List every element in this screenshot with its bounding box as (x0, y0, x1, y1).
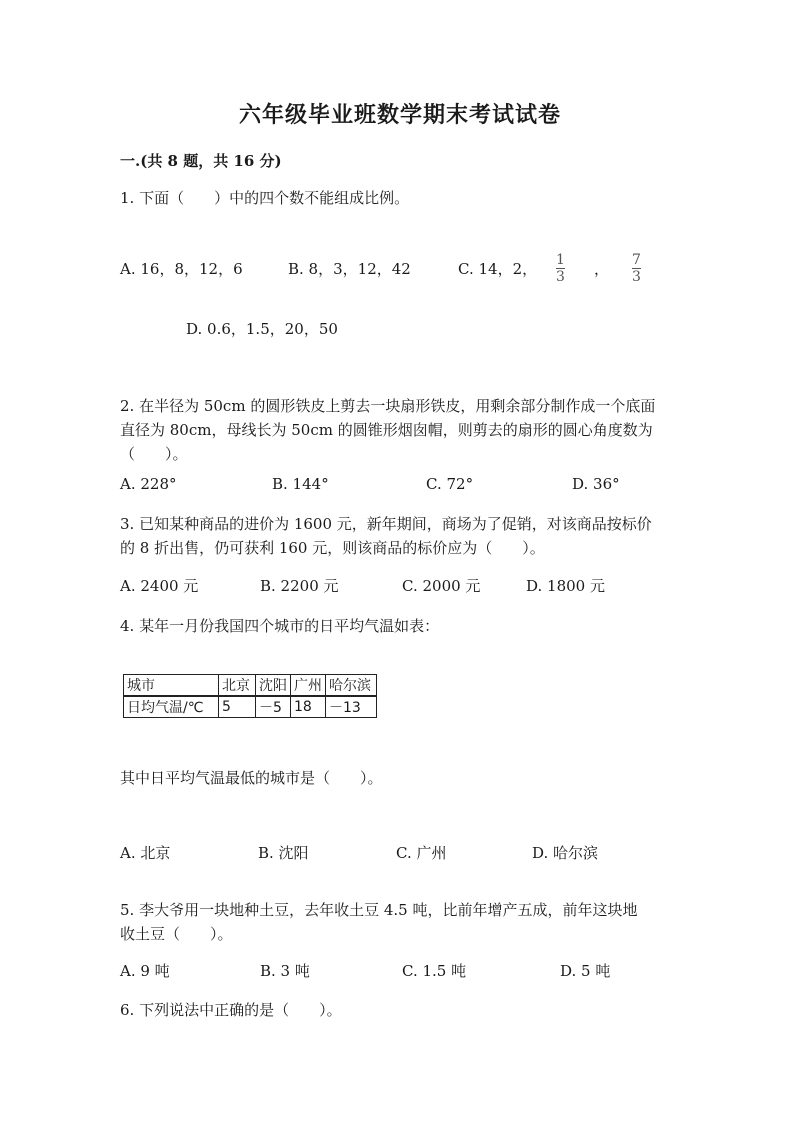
q3-option-c: C. 2000 元 (402, 577, 481, 595)
q2-option-c: C. 72° (426, 475, 474, 493)
fraction-numerator: 7 (632, 252, 641, 268)
page-title: 六年级毕业班数学期末考试试卷 (238, 102, 561, 128)
q3-option-b: B. 2200 元 (260, 577, 339, 595)
question-4-stem: 4. 某年一月份我国四个城市的日平均气温如表： (120, 617, 440, 635)
q1-option-d: D. 0.6，1.5，20，50 (186, 320, 338, 338)
table-cell: 18 (291, 696, 326, 718)
fraction-numerator: 1 (556, 252, 565, 268)
question-2-stem-line-1: 2. 在半径为 50cm 的圆形铁皮上剪去一块扇形铁皮，用剩余部分制作成一个底面 (120, 397, 656, 415)
question-5-stem-line-2: 收土豆（ ）。 (120, 925, 233, 943)
question-2-stem-line-2: 直径为 80cm，母线长为 50cm 的圆锥形烟囱帽，则剪去的扇形的圆心角度数为 (120, 421, 653, 439)
q1-option-c: C. 14，2， (458, 260, 538, 278)
question-5-stem-line-1: 5. 李大爷用一块地种土豆，去年收土豆 4.5 吨，比前年增产五成，前年这块地 (120, 901, 638, 919)
table-cell: －13 (326, 696, 377, 718)
q4-option-d: D. 哈尔滨 (532, 844, 599, 862)
table-cell: －5 (256, 696, 291, 718)
q5-option-a: A. 9 吨 (120, 962, 170, 980)
q1-fraction-seven-thirds (632, 253, 641, 284)
q2-option-a: A. 228° (120, 475, 177, 493)
q2-option-b: B. 144° (272, 475, 329, 493)
question-4-prompt: 其中日平均气温最低的城市是（ ）。 (120, 769, 383, 787)
table-cell: 城市 (124, 675, 219, 697)
table-cell: 日均气温/℃ (124, 696, 219, 718)
q1-option-b: B. 8，3，12，42 (288, 260, 411, 278)
q1-option-a: A. 16，8，12，6 (120, 260, 243, 278)
q3-option-d: D. 1800 元 (526, 577, 605, 595)
table-cell: 沈阳 (256, 675, 291, 697)
question-3-stem-line-2: 的 8 折出售，仍可获利 160 元，则该商品的标价应为（ ）。 (120, 539, 545, 557)
fraction-denominator: 3 (632, 269, 641, 285)
table-cell: 哈尔滨 (326, 675, 377, 697)
q2-option-d: D. 36° (572, 475, 620, 493)
section-heading: 一.(共 8 题，共 16 分) (120, 152, 282, 170)
q4-option-a: A. 北京 (120, 844, 171, 862)
q5-option-c: C. 1.5 吨 (402, 962, 467, 980)
q1-fraction-one-third (556, 253, 565, 284)
fraction-denominator: 3 (556, 269, 565, 285)
q1-separator: ， (594, 260, 610, 278)
question-6-stem: 6. 下列说法中正确的是（ ）。 (120, 1001, 342, 1019)
q4-option-b: B. 沈阳 (258, 844, 309, 862)
q5-option-d: D. 5 吨 (560, 962, 611, 980)
q3-option-a: A. 2400 元 (120, 577, 199, 595)
table-header-row (124, 675, 377, 697)
table-cell: 5 (219, 696, 256, 718)
temperature-table (123, 674, 377, 718)
table-cell: 广州 (291, 675, 326, 697)
q4-option-c: C. 广州 (396, 844, 447, 862)
question-3-stem-line-1: 3. 已知某种商品的进价为 1600 元，新年期间，商场为了促销，对该商品按标价 (120, 515, 652, 533)
question-2-stem-line-3: （ ）。 (120, 445, 188, 463)
table-cell: 北京 (219, 675, 256, 697)
question-1-stem: 1. 下面（ ）中的四个数不能组成比例。 (120, 189, 410, 207)
q5-option-b: B. 3 吨 (260, 962, 310, 980)
table-row (124, 696, 377, 718)
